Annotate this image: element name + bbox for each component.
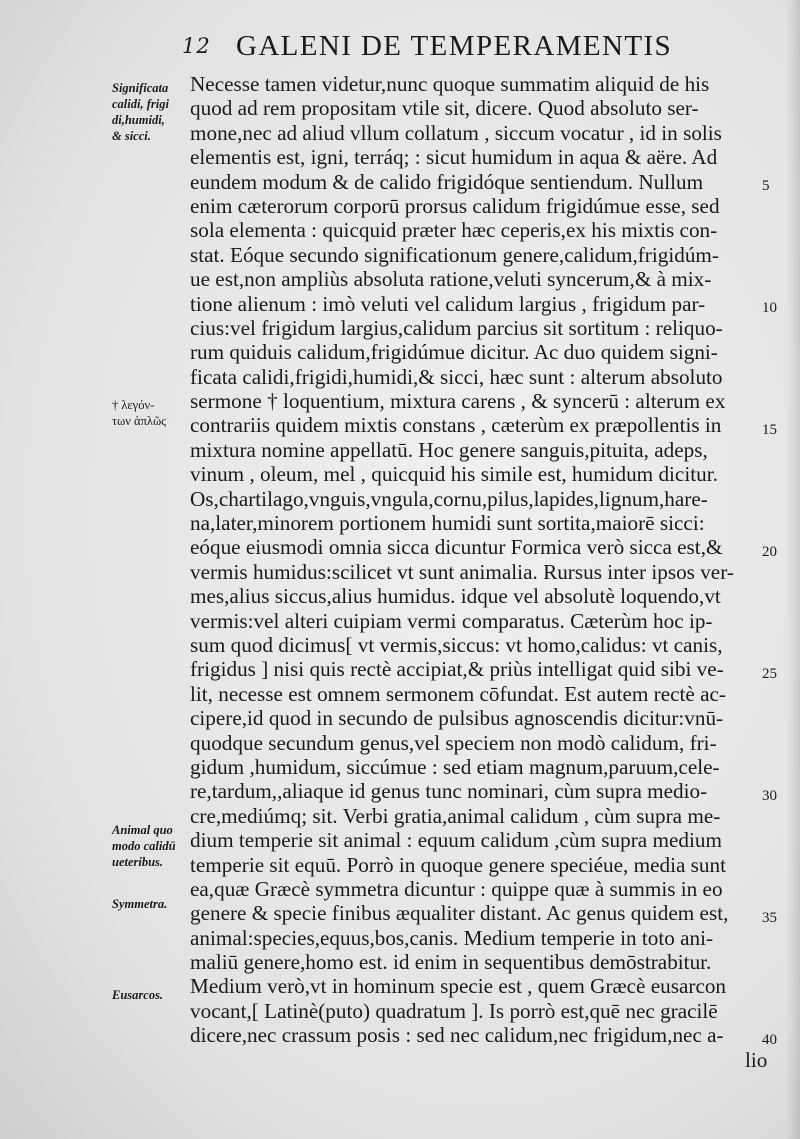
text-line: stat. Eóque secundo significationum genere,calidum,frigidúm- xyxy=(190,242,719,267)
text-line: sum quod dicimus[ vt vermis,siccus: vt homo,calidus: vt canis, xyxy=(190,632,723,657)
text-line: vermis humidus:scilicet vt sunt animalia. Rursus inter ipsos ver- xyxy=(190,559,734,584)
line-number-30: 30 xyxy=(762,788,777,804)
text-line: Necesse tamen videtur,nunc quoque summatim aliquid de his xyxy=(190,72,710,96)
margin-note-animal: Animal quo modo calidū ueteribus. xyxy=(112,823,176,869)
text-line: sermone † loquentium, mixtura carens , & syncerū : alterum ex xyxy=(190,389,726,414)
text-line: ficata calidi,frigidi,humidi,& sicci, hæc sunt : alterum absoluto xyxy=(190,364,723,389)
text-line: rum quiduis calidum,frigidúmue dicitur. Ac duo quidem signi- xyxy=(190,340,718,365)
text-line: re,tardum,,aliaque id genus tunc nominari, cùm supra medio- xyxy=(190,779,708,804)
line-number-5: 5 xyxy=(762,178,770,194)
margin-note-eusarcos: Eusarcos. xyxy=(112,988,164,1002)
text-line: maliū genere,homo est. id enim in sequentibus demōstrabitur. xyxy=(190,950,712,975)
line-number-35: 35 xyxy=(762,910,777,926)
text-line: vinum , oleum, mel , quicquid his simile est, humidum dicitur. xyxy=(190,462,718,487)
margin-note-significata: Significata calidi, frigi di,humidi, & sicci. xyxy=(112,81,169,143)
text-line: temperie sit equū. Porrò in quoque genere speciéue, media sunt xyxy=(190,852,726,877)
line-number-25: 25 xyxy=(762,666,777,682)
text-line: cre,mediúmq; sit. Verbi gratia,animal calidum , cùm supra me- xyxy=(190,803,721,828)
text-line: animal:species,equus,bos,canis. Medium temperie in toto ani- xyxy=(190,925,714,950)
text-line: eundem modum & de calido frigidóque sentiendum. Nullum xyxy=(190,169,704,194)
text-line: tione alienum : imò veluti vel calidum largius , frigidum par- xyxy=(190,291,706,316)
text-line: eóque eiusmodi omnia sicca dicuntur Formica verò sicca est,& xyxy=(190,535,723,560)
line-number-15: 15 xyxy=(762,422,777,438)
page-number: 12 xyxy=(182,34,211,58)
text-line: dicere,nec crassum posis : sed nec calidum,nec frigidum,nec a- xyxy=(190,1023,724,1048)
text-line: enim cæterorum corporū prorsus calidum frigidúmue esse, sed xyxy=(190,193,720,218)
text-line: Os,chartilago,vnguis,vngula,cornu,pilus,lapides,lignum,hare- xyxy=(190,486,708,511)
text-line: elementis est, igni, terráq; : sicut humidum in aqua & aëre. Ad xyxy=(190,145,718,170)
text-line: Medium verò,vt in hominum specie est , quem Græcè eusarcon xyxy=(190,974,727,999)
text-line: mes,alius siccus,alius humidus. idque vel absolutè loquendo,vt xyxy=(190,584,721,609)
text-line: cipere,id quod in secundo de pulsibus agnoscendis dicitur:vnū- xyxy=(190,706,724,731)
line-number-10: 10 xyxy=(762,300,777,316)
text-line: lit, necesse est omnem sermonem cōfundat. Est autem rectè ac- xyxy=(190,681,726,706)
text-line: quodque secundum genus,vel speciem non modò calidum, fri- xyxy=(190,730,717,755)
text-line: contrariis quidem mixtis constans , cæterùm ex præpollentis in xyxy=(190,413,722,438)
text-line: genere & specie finibus æqualiter distant. Ac genus quidem est, xyxy=(190,901,729,926)
text-line: vermis:vel alteri cuipiam vermi comparatus. Cæterùm hoc ip- xyxy=(190,608,713,633)
running-title: GALENI DE TEMPERAMENTIS xyxy=(236,30,673,62)
text-line: ue est,non ampliùs absoluta ratione,veluti syncerum,& à mix- xyxy=(190,267,712,292)
text-line: ea,quæ Græcè symmetra dicuntur : quippe quæ à summis in eo xyxy=(190,876,723,901)
text-line: sola elementa : quicquid præter hæc ceperis,ex his mixtis con- xyxy=(190,218,718,243)
page-header xyxy=(182,30,772,70)
text-line: quod ad rem propositam vtile sit, dicere. Quod absoluto ser- xyxy=(190,96,699,121)
text-line: cius:vel frigidum largius,calidum parcius sit sortitum : reliquo- xyxy=(190,315,723,340)
text-line: gidum ,humidum, siccúmue : sed etiam magnum,paruum,cele- xyxy=(190,754,720,779)
text-line: mone,nec ad aliud vllum collatum , siccum vocatur , id in solis xyxy=(190,120,722,145)
page-edge-shadow xyxy=(786,0,800,1139)
text-line: na,later,minorem portionem humidi sunt sortita,maiorē sicci: xyxy=(190,511,705,536)
text-line: mixtura nomine appellatū. Hoc genere sanguis,pituita, adeps, xyxy=(190,437,708,462)
margin-note-greek: † λεγόν- των ἁπλῶς xyxy=(112,398,167,428)
line-number-40: 40 xyxy=(762,1032,777,1048)
text-line: dium temperie sit animal : equum calidum ,cùm supra medium xyxy=(190,828,722,853)
line-number-20: 20 xyxy=(762,544,777,560)
margin-note-symmetra: Symmetra. xyxy=(112,897,168,911)
text-line: frigidus ] nisi quis rectè accipiat,& priùs intelligat quid sibi ve- xyxy=(190,657,724,682)
text-line: lio xyxy=(745,1047,768,1072)
text-line: vocant,[ Latinè(puto) quadratum ]. Is porrò est,quē nec gracilē xyxy=(190,998,718,1023)
body-text xyxy=(190,72,768,1072)
